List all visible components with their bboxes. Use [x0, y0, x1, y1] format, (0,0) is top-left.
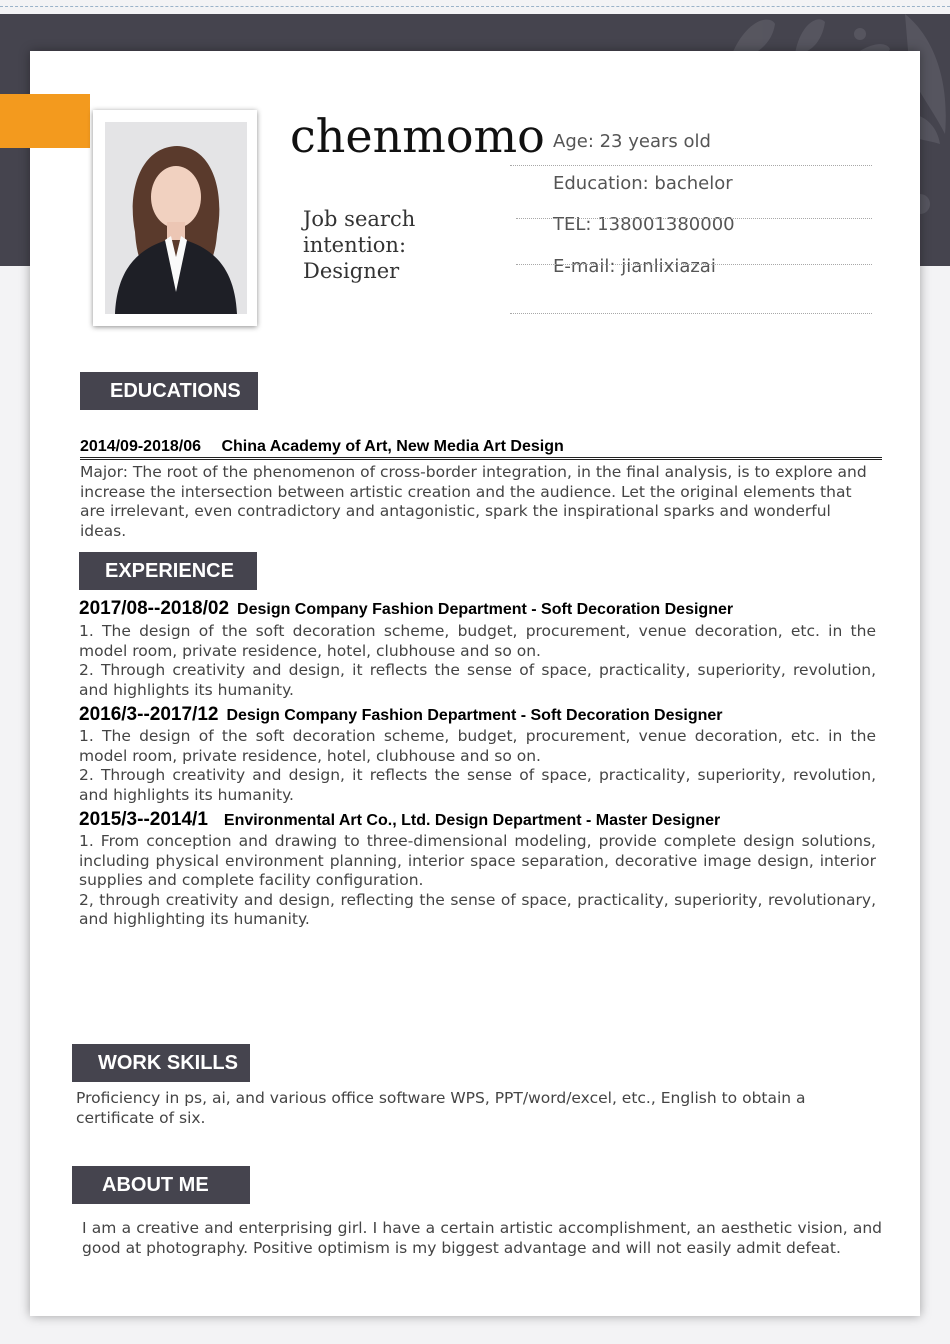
education-entry-header: [80, 436, 882, 460]
email-info: E-mail: jianlixiazai: [553, 256, 716, 277]
experience-title: Design Company Fashion Department - Soft Decoration Designer: [237, 601, 734, 618]
candidate-name: chenmomo: [290, 109, 545, 163]
orange-accent-block: [0, 94, 90, 148]
experience-description: [79, 622, 876, 700]
education-school: China Academy of Art, New Media Art Design: [221, 438, 564, 455]
experience-point: 2, through creativity and design, reflecting the sense of space, practicality, superiority, revolutionary, and highlighting its humanity.: [79, 890, 876, 929]
experience-date: 2015/3--2014/1: [79, 809, 208, 830]
info-divider: [510, 313, 872, 314]
experience-entry-header: [79, 704, 723, 726]
experience-title: Environmental Art Co., Ltd. Design Department - Master Designer: [223, 812, 721, 829]
about-me-description: I am a creative and enterprising girl. I have a certain artistic accomplishment, an aesthetic vision, and good at photography. Positive optimism is my biggest advantage and will not easily admit defeat.: [82, 1219, 882, 1257]
work-skills-description: Proficiency in ps, ai, and various office software WPS, PPT/word/excel, etc., English to obtain a certificate of six.: [76, 1089, 806, 1127]
experience-entry-header: [79, 809, 720, 831]
experience-description: [79, 832, 876, 930]
experience-description: [79, 727, 876, 805]
education-info: Education: bachelor: [553, 173, 733, 194]
work-skills-section-header: WORK SKILLS: [72, 1044, 250, 1082]
info-divider: [516, 218, 872, 219]
education-description: Major: The root of the phenomenon of cross-border integration, in the final analysis, is to explore and increase the intersection between artistic creation and the audience. Let the original elements that are irrelevant, even contradictory and antagonistic, spark the inspirational sparks and wonderful ideas.: [80, 463, 867, 540]
experience-section-header: EXPERIENCE: [79, 552, 257, 590]
experience-point: 1. From conception and drawing to three-dimensional modeling, provide complete design solutions, including physical environment planning, interior space separation, decorative image design, interior supplies and complete facility configuration.: [79, 832, 876, 890]
experience-date: 2016/3--2017/12: [79, 704, 219, 725]
education-date: 2014/09-2018/06: [80, 438, 201, 455]
photo-frame: [93, 110, 257, 326]
experience-point: 1. The design of the soft decoration scheme, budget, procurement, venue decoration, etc. in the model room, private residence, hotel, clubhouse and so on.: [79, 727, 876, 765]
info-divider: [510, 165, 872, 166]
info-divider: [516, 264, 872, 265]
experience-date: 2017/08--2018/02: [79, 598, 230, 619]
tel-info: TEL: 138001380000: [553, 214, 735, 235]
experience-title: Design Company Fashion Department - Soft Decoration Designer: [226, 707, 723, 724]
experience-entry-header: [79, 598, 733, 620]
experience-point: 2. Through creativity and design, it reflects the sense of space, practicality, superiority, revolution, and highlights its humanity.: [79, 766, 876, 804]
age-info: Age: 23 years old: [553, 131, 711, 152]
experience-point: 2. Through creativity and design, it reflects the sense of space, practicality, superiority, revolution, and highlights its humanity.: [79, 661, 876, 699]
top-dashed-line: [0, 6, 950, 7]
portrait-photo: [105, 122, 247, 314]
educations-section-header: EDUCATIONS: [80, 372, 258, 410]
experience-point: 1. The design of the soft decoration scheme, budget, procurement, venue decoration, etc. in the model room, private residence, hotel, clubhouse and so on.: [79, 622, 876, 660]
about-me-section-header: ABOUT ME: [72, 1166, 250, 1204]
job-intention: Job search intention: Designer: [303, 207, 416, 283]
